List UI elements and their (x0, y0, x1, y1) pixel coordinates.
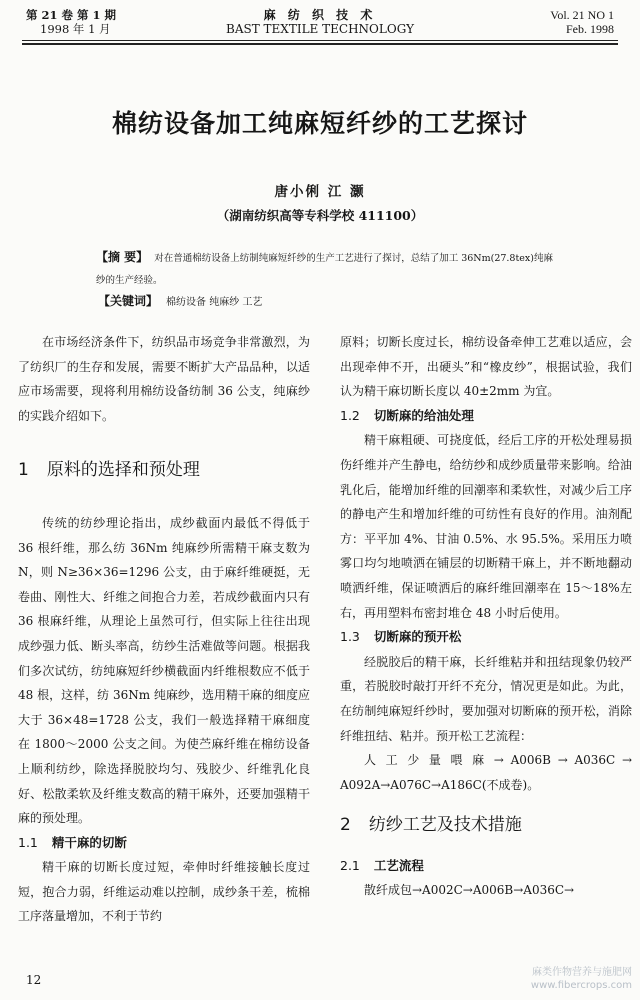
issue-line: 第 21 卷 第 1 期 (26, 8, 117, 22)
section-2-1-heading (340, 854, 632, 879)
section-1-title: 原料的选择和预处理 (46, 460, 200, 481)
section-2-title: 纺纱工艺及技术措施 (368, 815, 522, 836)
section-1-2-heading (340, 404, 632, 429)
abstract (96, 246, 556, 292)
journal-name (200, 8, 440, 36)
volume-line: Vol. 21 NO 1 (550, 8, 614, 22)
section-1-1-heading (18, 831, 310, 856)
process-flow-2: 散纤成包→A002C→A006B→A036C→ (364, 883, 575, 898)
section-1-paragraph: 传统的纺纱理论指出，成纱截面内最低不得低于 36 根纤维，那么纺 36Nm 纯麻纱所需精干麻支数为 N，则 N≥36×36=1296 公支，由于麻纤维硬挺，无卷曲、刚性大、纤维之间抱合力差，若成纱截面内只有 36 根麻纤维，从理论上虽然可行，但实际上往往出现成纱强力低、断头率高，纺纱生活难做等问题。根据我们多次试纺，纺纯麻短纤纱横截面内纤维根数应不低于 48 根，这样，纺 36Nm 纯麻纱，选用精干麻的细度应大于 36×48=1728 公支，我们一般选择精干麻细度在 1800～2000 公支之间。为使苎麻纤维在棉纺设备上顺利纺纱，除选择脱胶均匀、残胶少、纤维乳化良好、松散柔软及纤维支数高的精干麻外，还要加强精干麻的预处理。 (18, 515, 310, 826)
page-number: 12 (26, 973, 42, 987)
abstract-text: 对在普通棉纺设备上纺制纯麻短纤纱的生产工艺进行了探讨，总结了加工 36Nm(27.8tex)纯麻纱的生产经验。 (96, 253, 553, 286)
article-title: 棉纺设备加工纯麻短纤纱的工艺探讨 (111, 109, 528, 138)
section-1-2-number: 1.2 (340, 407, 360, 423)
affiliation: （湖南纺织高等专科学校 411100） (216, 208, 424, 223)
section-1-1-number: 1.1 (18, 834, 38, 850)
section-1-3-paragraph: 经脱胶后的精干麻，长纤维粘并和扭结现象仍较严重，若脱胶时敲打开纤不充分，情况更是如此。为此，在纺制纯麻短纤纱时，要加强对切断麻的预开松，消除纤维扭结、粘并。预开松工艺流程： (340, 654, 632, 743)
header-rule-thick (22, 43, 618, 45)
watermark (531, 966, 632, 992)
section-2-heading (340, 813, 632, 838)
section-1-2-paragraph: 精干麻粗硬、可挠度低，经后工序的开松处理易损伤纤维并产生静电，给纺纱和成纱质量带来影响。给油乳化后，能增加纤维的回潮率和柔软性，对减少后工序的静电产生和增加纤维的可纺性有良好的作用。油剂配方：平平加 4%、甘油 0.5%、水 95.5%。采用压力喷雾口均匀地喷洒在铺层的切断精干麻上，并不断地翻动喷洒纤维，保证喷洒后的麻纤维回潮率在 15～18%左右，再用塑料布密封堆仓 48 小时后使用。 (340, 433, 632, 620)
section-2-1-title: 工艺流程 (373, 857, 424, 873)
date-line: 1998 年 1 月 (40, 22, 111, 36)
intro-paragraph: 在市场经济条件下，纺织品市场竞争非常激烈，为了纺织厂的生存和发展，需要不断扩大产品品种，以适应市场需要，现将利用棉纺设备纺制 36 公支，纯麻纱的实践介绍如下。 (18, 335, 310, 423)
right-column (340, 330, 632, 903)
abstract-label: 【摘 要】 (96, 250, 149, 264)
section-2-1-number: 2.1 (340, 857, 360, 873)
header-rule-thin (22, 40, 618, 41)
section-1-3-number: 1.3 (340, 629, 360, 645)
section-1-1-paragraph: 精干麻的切断长度过短，牵伸时纤维接触长度过短，抱合力弱，纤维运动难以控制，成纱条干差，梳棉工序落量增加，不利于节约 (18, 860, 310, 924)
watermark-line-1: 麻类作物营养与施肥网 (532, 967, 632, 978)
left-column (18, 330, 310, 929)
section-1-1-title: 精干麻的切断 (51, 834, 127, 850)
journal-issue-info (26, 8, 116, 36)
keywords (98, 292, 558, 309)
process-flow-1: 人 工 少 量 喂 麻 → A006B → A036C → A092A→A076C→A186C(不成卷)。 (340, 753, 632, 792)
authors: 唐小俐 江 灏 (274, 184, 366, 200)
volume-info (550, 8, 614, 36)
journal-name-cn: 麻 纺 织 技 术 (263, 8, 377, 22)
section-1-number: 1 (18, 460, 29, 481)
keywords-text: 棉纺设备 纯麻纱 工艺 (166, 297, 263, 308)
section-1-2-title: 切断麻的给油处理 (373, 407, 474, 423)
watermark-line-2: www.fibercrops.com (530, 980, 632, 991)
journal-name-en: BAST TEXTILE TECHNOLOGY (226, 22, 414, 36)
keywords-label: 【关键词】 (98, 294, 159, 308)
section-2-number: 2 (340, 815, 351, 836)
section-1-3-title: 切断麻的预开松 (373, 629, 462, 645)
continued-paragraph: 原料；切断长度过长，棉纺设备牵伸工艺难以适应，会出现牵伸不开，出硬头”和“橡皮纱”，根据试验，我们认为精干麻切断长度以 40±2mm 为宜。 (340, 335, 632, 399)
month-line: Feb. 1998 (566, 22, 614, 36)
section-1-3-heading (340, 625, 632, 650)
section-1-heading (18, 458, 310, 483)
